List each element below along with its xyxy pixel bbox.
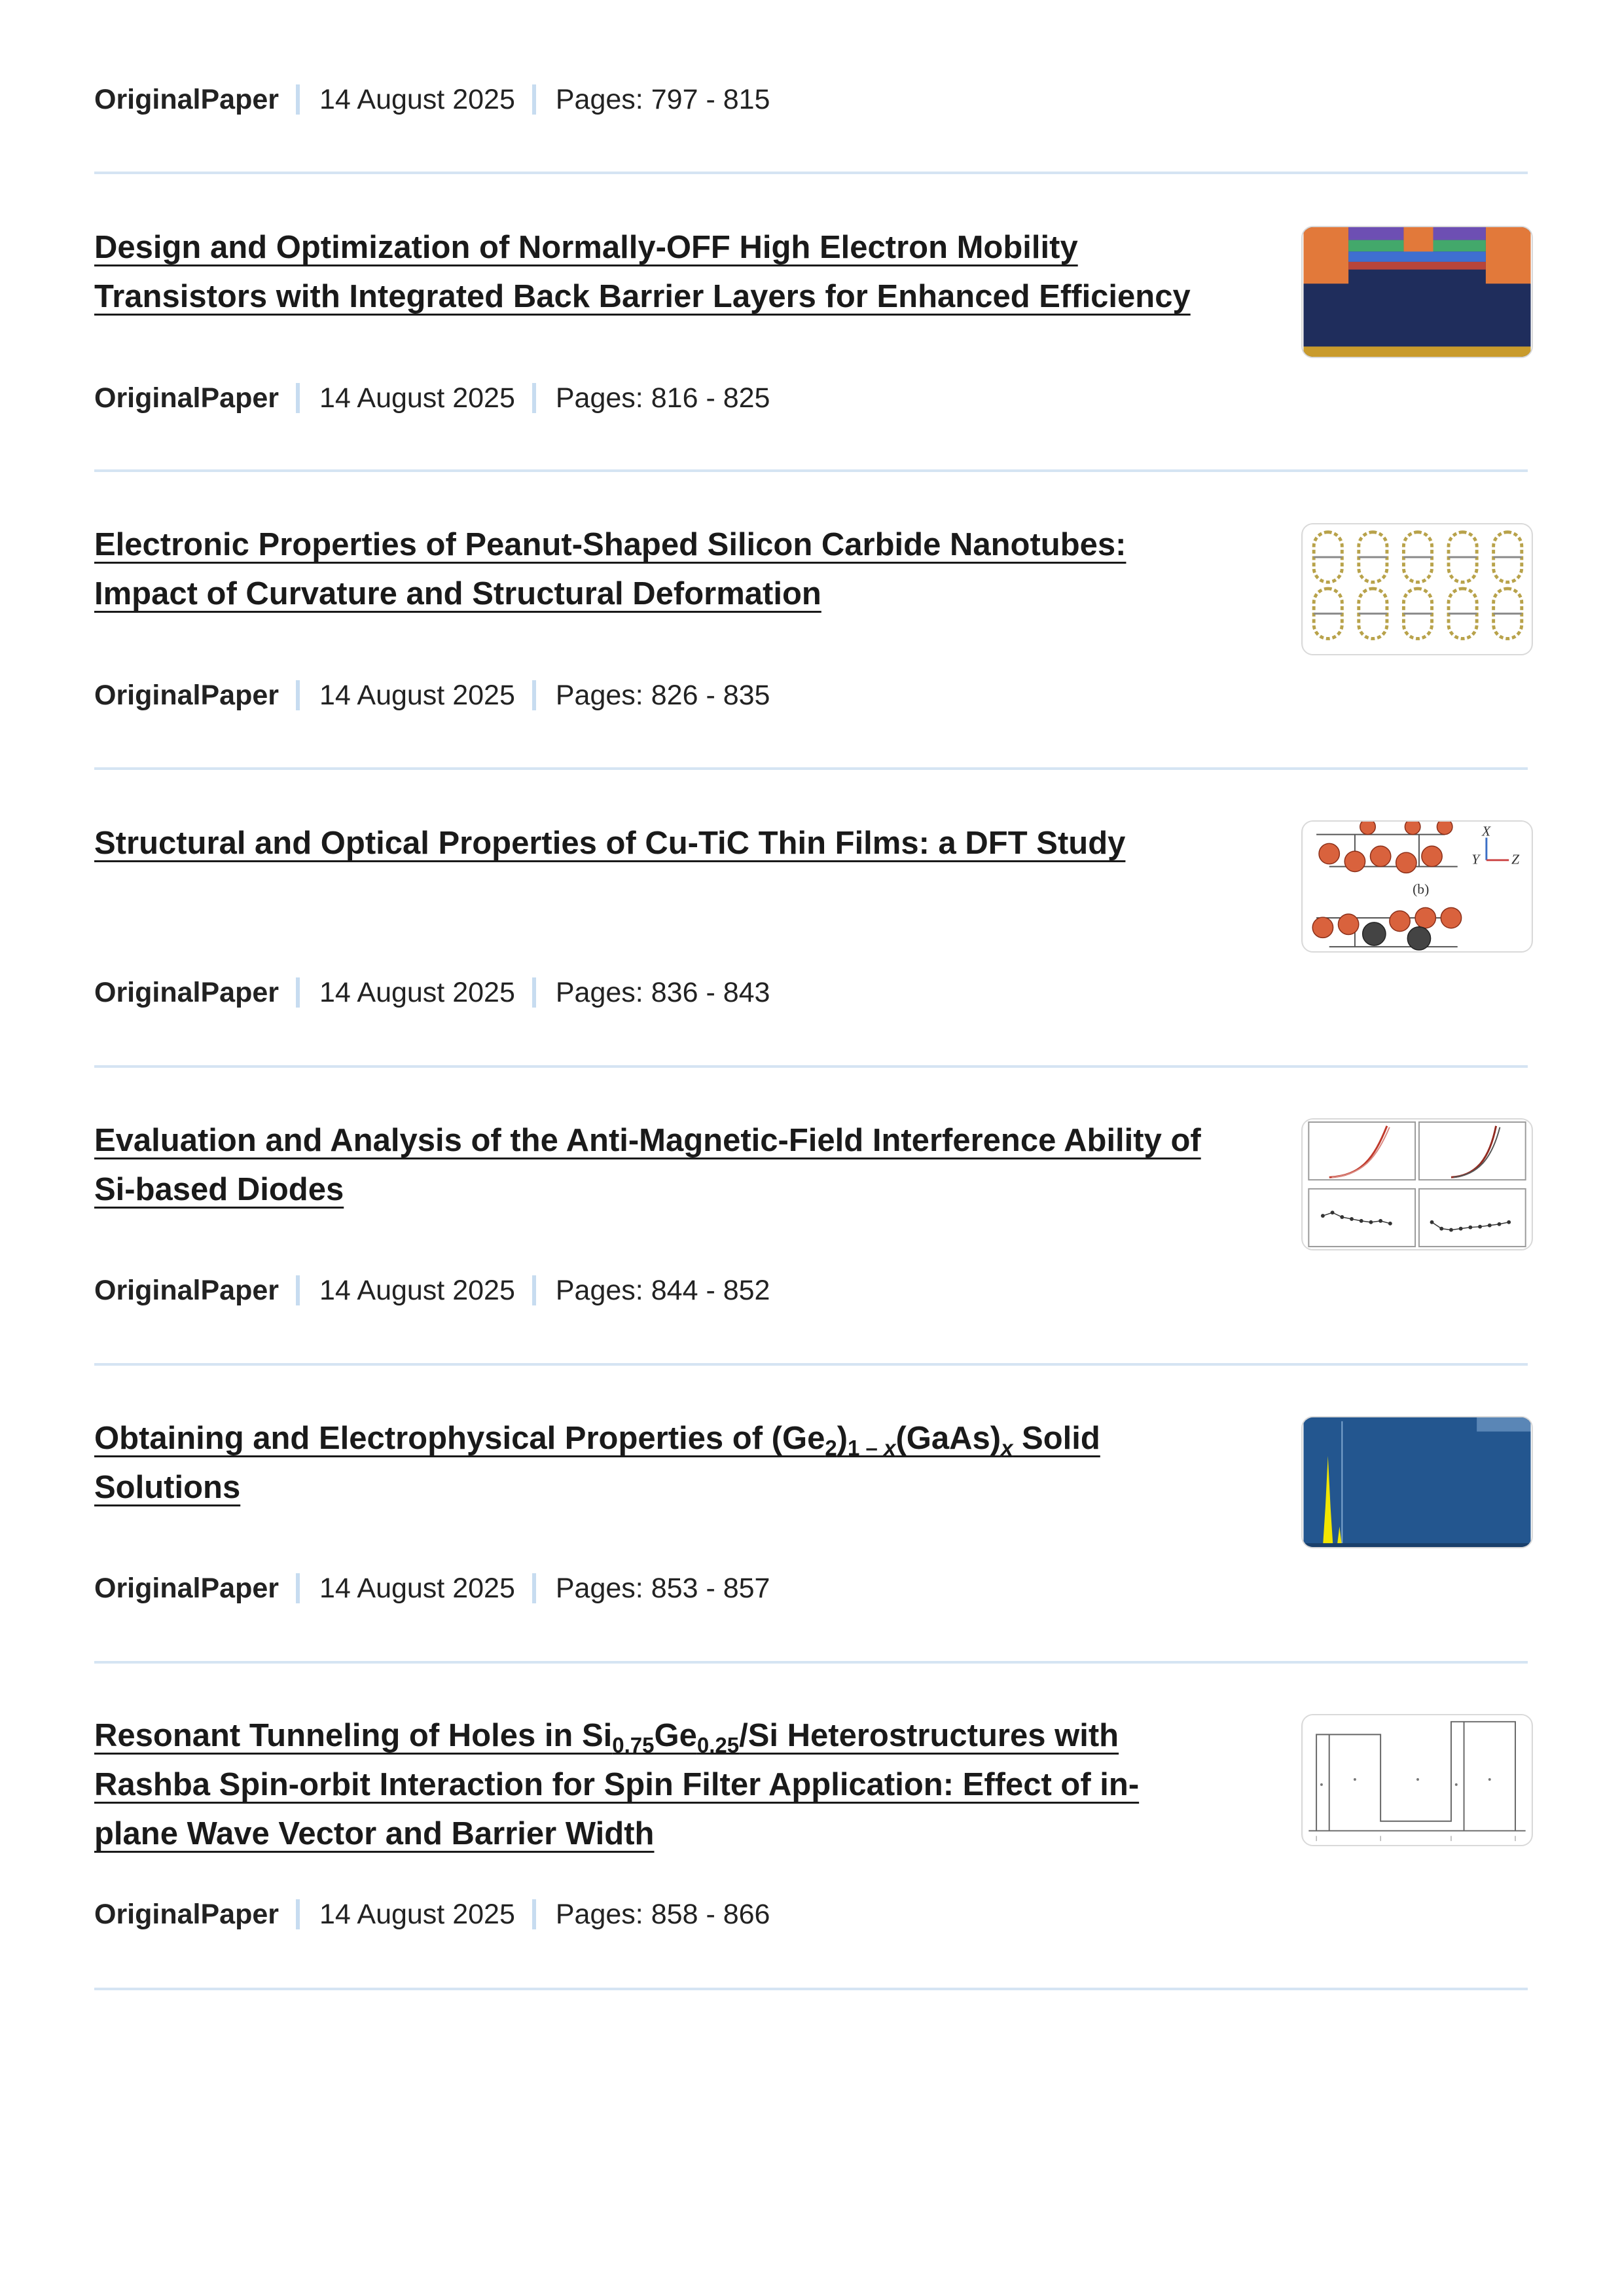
divider	[94, 1661, 1528, 1664]
article-title	[94, 819, 1246, 868]
article-date: 14 August 2025	[319, 382, 515, 414]
meta-separator	[296, 1573, 300, 1603]
meta-separator	[296, 680, 300, 710]
article-title-link[interactable]: Structural and Optical Properties of Cu-TiC Thin Films: a DFT Study	[94, 826, 1126, 861]
meta-separator	[296, 1275, 300, 1305]
spectrum-plot-thumbnail-icon[interactable]	[1301, 1416, 1533, 1548]
crystal-lattice-thumbnail-icon[interactable]	[1301, 820, 1533, 953]
article-date: 14 August 2025	[319, 83, 515, 115]
divider	[94, 172, 1528, 174]
article-meta	[94, 1271, 770, 1310]
meta-separator	[532, 1275, 536, 1305]
axis-x-label: X	[1482, 823, 1491, 839]
axis-y-label: Y	[1471, 851, 1480, 867]
article-type: OriginalPaper	[94, 679, 279, 711]
article-title	[94, 520, 1246, 619]
divider	[94, 1988, 1528, 1990]
article-meta	[94, 378, 770, 418]
article-meta	[94, 1569, 770, 1608]
meta-separator	[296, 383, 300, 413]
article-pages: Pages: 844 - 852	[555, 1274, 770, 1306]
article-title-link[interactable]: Design and Optimization of Normally-OFF High Electron Mobility Transistors with Integrated Back Barrier Layers for Enhanced Efficiency	[94, 230, 1191, 314]
meta-separator	[296, 977, 300, 1008]
article-title	[94, 1711, 1246, 1859]
meta-separator	[532, 977, 536, 1008]
article-type: OriginalPaper	[94, 382, 279, 414]
divider	[94, 767, 1528, 770]
meta-separator	[532, 383, 536, 413]
divider	[94, 469, 1528, 472]
panel-label: (b)	[1413, 881, 1430, 897]
article-type: OriginalPaper	[94, 1274, 279, 1306]
meta-separator	[532, 680, 536, 710]
article-date: 14 August 2025	[319, 976, 515, 1008]
article-title	[94, 223, 1246, 321]
hemt-structure-thumbnail-icon[interactable]	[1301, 226, 1533, 358]
article-type: OriginalPaper	[94, 1898, 279, 1930]
axis-z-label: Z	[1511, 851, 1520, 867]
article-title-link[interactable]: Electronic Properties of Peanut-Shaped Silicon Carbide Nanotubes: Impact of Curvature and Structural Deformation	[94, 527, 1126, 611]
article-meta	[94, 973, 770, 1012]
nanotube-structures-thumbnail-icon[interactable]	[1301, 523, 1533, 655]
article-meta	[94, 1895, 770, 1934]
article-pages: Pages: 858 - 866	[555, 1898, 770, 1930]
article-title-link[interactable]: Evaluation and Analysis of the Anti-Magnetic-Field Interference Ability of Si-based Diodes	[94, 1123, 1201, 1207]
article-title-link[interactable]: Obtaining and Electrophysical Properties of $(Ge_2)_{1 - x}(GaAs)_x$ Solid Solutions	[94, 1421, 1100, 1505]
article-type: OriginalPaper	[94, 1572, 279, 1604]
article-meta	[94, 676, 770, 715]
article-title	[94, 1414, 1246, 1512]
article-meta-top	[94, 80, 770, 119]
barrier-profile-thumbnail-icon[interactable]	[1301, 1714, 1533, 1846]
article-pages: Pages: 826 - 835	[555, 679, 770, 711]
divider	[94, 1065, 1528, 1068]
article-pages: Pages: 853 - 857	[555, 1572, 770, 1604]
meta-separator	[532, 1899, 536, 1929]
article-pages: Pages: 816 - 825	[555, 382, 770, 414]
meta-separator	[296, 84, 300, 115]
article-title	[94, 1116, 1246, 1214]
meta-separator	[296, 1899, 300, 1929]
meta-separator	[532, 84, 536, 115]
article-date: 14 August 2025	[319, 679, 515, 711]
article-date: 14 August 2025	[319, 1274, 515, 1306]
divider	[94, 1363, 1528, 1366]
article-date: 14 August 2025	[319, 1572, 515, 1604]
diode-curves-thumbnail-icon[interactable]	[1301, 1118, 1533, 1250]
article-pages: Pages: 797 - 815	[555, 83, 770, 115]
meta-separator	[532, 1573, 536, 1603]
article-type: OriginalPaper	[94, 83, 279, 115]
article-date: 14 August 2025	[319, 1898, 515, 1930]
article-pages: Pages: 836 - 843	[555, 976, 770, 1008]
article-type: OriginalPaper	[94, 976, 279, 1008]
article-title-link[interactable]: Resonant Tunneling of Holes in $Si_{0.75}Ge_{0.25}/Si$ Heterostructures with Rashba Spin-orbit Interaction for Spin Filter Application: Effect of in- plane Wave Vector and Barrier Width	[94, 1718, 1140, 1851]
